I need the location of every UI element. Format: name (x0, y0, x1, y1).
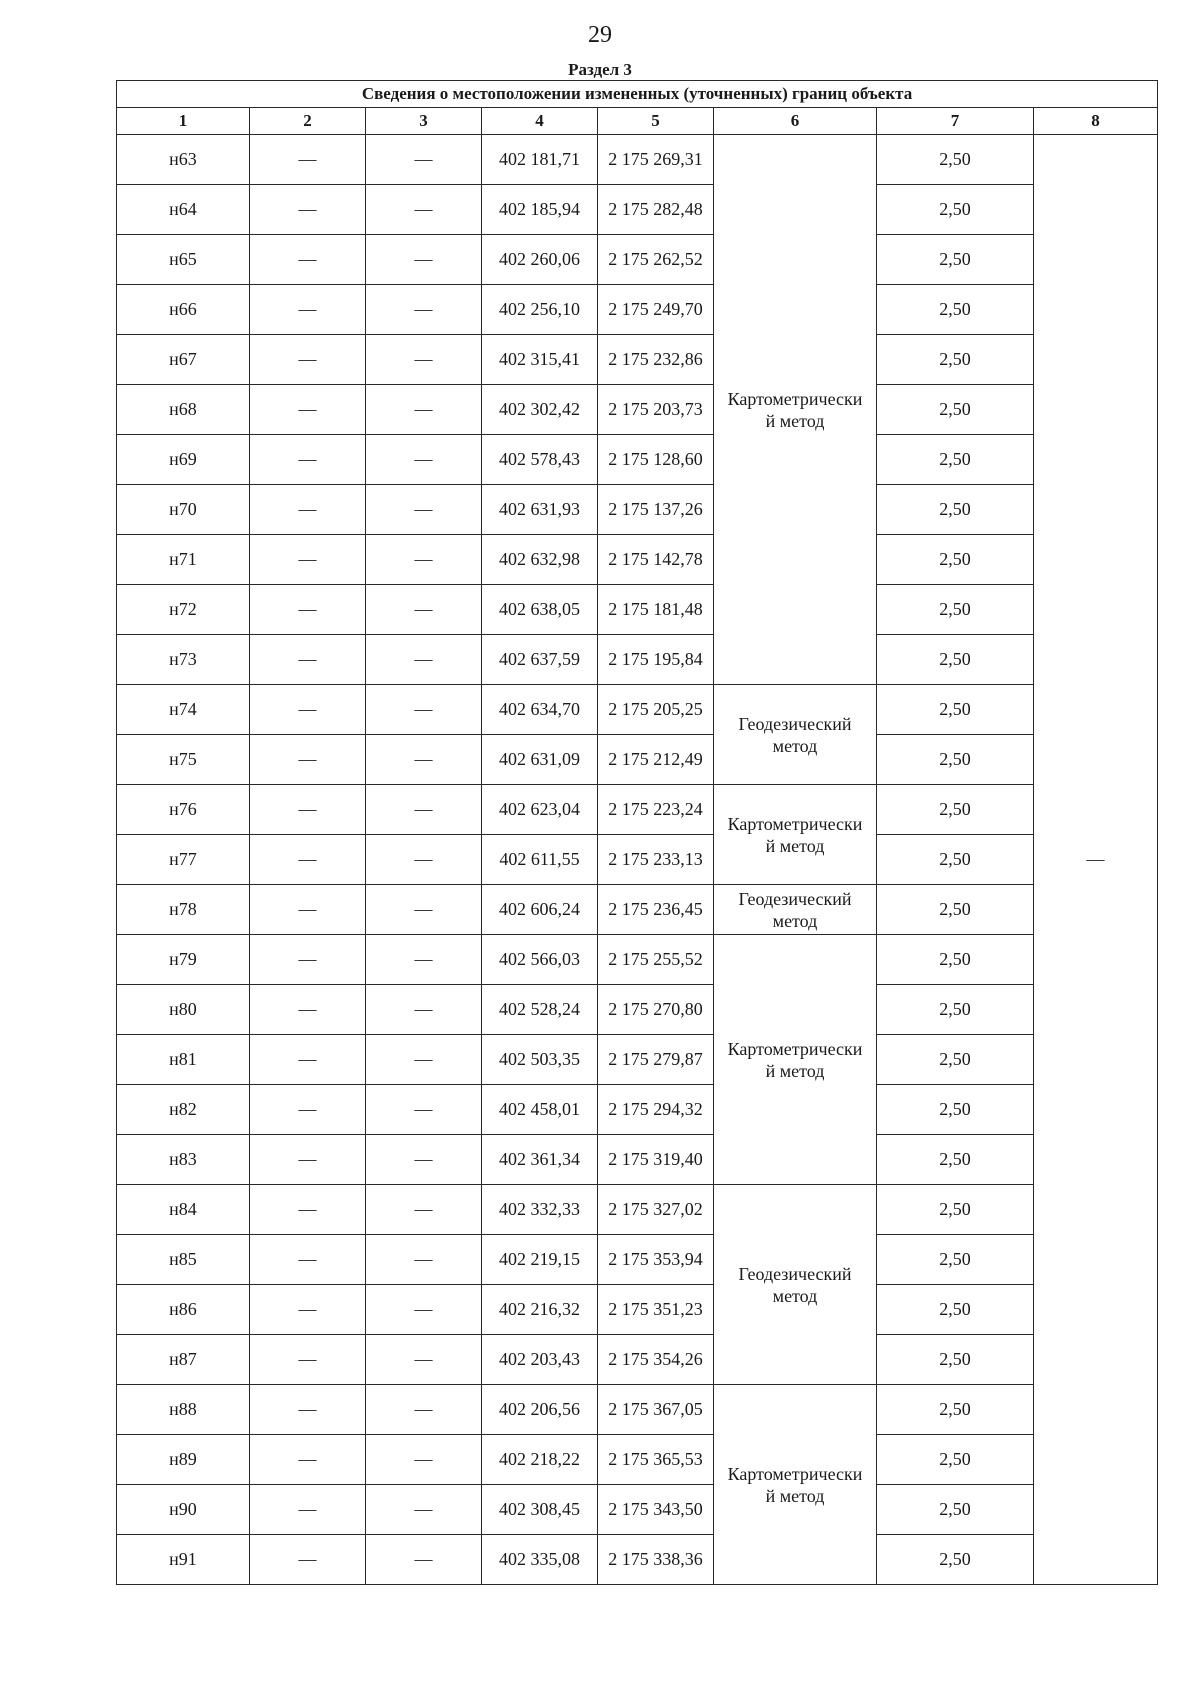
table-row (117, 835, 1158, 885)
x-coordinate: 402 631,09 (482, 735, 598, 785)
column-7-value: 2,50 (877, 285, 1034, 335)
x-coordinate: 402 458,01 (482, 1085, 598, 1135)
point-name: н73 (117, 635, 250, 685)
column-7-value: 2,50 (877, 885, 1034, 935)
x-coordinate: 402 578,43 (482, 435, 598, 485)
y-coordinate: 2 175 270,80 (598, 985, 714, 1035)
y-coordinate: 2 175 223,24 (598, 785, 714, 835)
column-7-value: 2,50 (877, 835, 1034, 885)
column-3-value: — (366, 385, 482, 435)
point-name: н72 (117, 585, 250, 635)
y-coordinate: 2 175 142,78 (598, 535, 714, 585)
column-2-value: — (250, 235, 366, 285)
method-line-2: метод (772, 910, 818, 931)
column-2-value: — (250, 1235, 366, 1285)
column-number-6: 6 (714, 108, 877, 135)
table-title-row (117, 81, 1158, 108)
y-coordinate: 2 175 236,45 (598, 885, 714, 935)
x-coordinate: 402 606,24 (482, 885, 598, 935)
x-coordinate: 402 361,34 (482, 1135, 598, 1185)
column-2-value: — (250, 885, 366, 935)
point-name: н86 (117, 1285, 250, 1335)
y-coordinate: 2 175 343,50 (598, 1485, 714, 1535)
point-name: н65 (117, 235, 250, 285)
column-7-value: 2,50 (877, 1285, 1034, 1335)
column-3-value: — (366, 785, 482, 835)
table-row (117, 1435, 1158, 1485)
point-name: н88 (117, 1385, 250, 1435)
method-line-1: Геодезический (738, 1263, 852, 1284)
y-coordinate: 2 175 354,26 (598, 1335, 714, 1385)
table-row (117, 1485, 1158, 1535)
page-number: 29 (588, 22, 612, 48)
y-coordinate: 2 175 353,94 (598, 1235, 714, 1285)
column-3-value: — (366, 135, 482, 185)
table-row (117, 785, 1158, 835)
x-coordinate: 402 181,71 (482, 135, 598, 185)
table-row (117, 735, 1158, 785)
column-3-value: — (366, 635, 482, 685)
column-2-value: — (250, 1285, 366, 1335)
y-coordinate: 2 175 367,05 (598, 1385, 714, 1435)
column-number-1: 1 (117, 108, 250, 135)
table-row (117, 585, 1158, 635)
x-coordinate: 402 219,15 (482, 1235, 598, 1285)
y-coordinate: 2 175 269,31 (598, 135, 714, 185)
point-name: н82 (117, 1085, 250, 1135)
table-row (117, 435, 1158, 485)
method-line-1: Картометрически (727, 813, 863, 834)
column-3-value: — (366, 1485, 482, 1535)
column-7-value: 2,50 (877, 935, 1034, 985)
point-name: н68 (117, 385, 250, 435)
method-line-1: Геодезический (738, 888, 852, 909)
table-row (117, 135, 1158, 185)
method-cell (714, 885, 877, 935)
point-name: н84 (117, 1185, 250, 1235)
column-3-value: — (366, 885, 482, 935)
point-name: н67 (117, 335, 250, 385)
column-2-value: — (250, 1485, 366, 1535)
column-7-value: 2,50 (877, 535, 1034, 585)
y-coordinate: 2 175 255,52 (598, 935, 714, 985)
x-coordinate: 402 503,35 (482, 1035, 598, 1085)
method-line-1: Картометрически (727, 1463, 863, 1484)
point-name: н66 (117, 285, 250, 335)
column-3-value: — (366, 1385, 482, 1435)
table-row (117, 1535, 1158, 1585)
table-row (117, 635, 1158, 685)
column-number-row (117, 108, 1158, 135)
column-7-value: 2,50 (877, 385, 1034, 435)
point-name: н71 (117, 535, 250, 585)
table-row (117, 235, 1158, 285)
table-row (117, 1385, 1158, 1435)
point-name: н89 (117, 1435, 250, 1485)
y-coordinate: 2 175 351,23 (598, 1285, 714, 1335)
x-coordinate: 402 634,70 (482, 685, 598, 735)
column-3-value: — (366, 235, 482, 285)
column-7-value: 2,50 (877, 435, 1034, 485)
point-name: н69 (117, 435, 250, 485)
table-title: Сведения о местоположении измененных (уточненных) границ объекта (117, 81, 1158, 108)
column-2-value: — (250, 585, 366, 635)
method-cell (714, 785, 877, 885)
y-coordinate: 2 175 327,02 (598, 1185, 714, 1235)
column-7-value: 2,50 (877, 1185, 1034, 1235)
column-7-value: 2,50 (877, 585, 1034, 635)
x-coordinate: 402 611,55 (482, 835, 598, 885)
method-cell (714, 935, 877, 1185)
column-3-value: — (366, 1235, 482, 1285)
column-number-2: 2 (250, 108, 366, 135)
y-coordinate: 2 175 195,84 (598, 635, 714, 685)
table-row (117, 185, 1158, 235)
column-2-value: — (250, 985, 366, 1035)
column-3-value: — (366, 1535, 482, 1585)
column-7-value: 2,50 (877, 1235, 1034, 1285)
column-3-value: — (366, 335, 482, 385)
table-row (117, 935, 1158, 985)
point-name: н74 (117, 685, 250, 735)
point-name: н90 (117, 1485, 250, 1535)
column-2-value: — (250, 735, 366, 785)
method-line-2: й метод (765, 1485, 825, 1506)
column-2-value: — (250, 1335, 366, 1385)
x-coordinate: 402 315,41 (482, 335, 598, 385)
boundary-coordinates-table (116, 80, 1158, 1585)
table-row (117, 885, 1158, 935)
point-name: н79 (117, 935, 250, 985)
point-name: н64 (117, 185, 250, 235)
column-3-value: — (366, 485, 482, 535)
point-name: н78 (117, 885, 250, 935)
column-7-value: 2,50 (877, 485, 1034, 535)
y-coordinate: 2 175 338,36 (598, 1535, 714, 1585)
y-coordinate: 2 175 233,13 (598, 835, 714, 885)
column-7-value: 2,50 (877, 735, 1034, 785)
column-7-value: 2,50 (877, 135, 1034, 185)
x-coordinate: 402 335,08 (482, 1535, 598, 1585)
column-2-value: — (250, 485, 366, 535)
method-line-2: й метод (765, 1060, 825, 1081)
column-7-value: 2,50 (877, 785, 1034, 835)
table-row (117, 335, 1158, 385)
x-coordinate: 402 216,32 (482, 1285, 598, 1335)
column-2-value: — (250, 1435, 366, 1485)
column-2-value: — (250, 1535, 366, 1585)
column-7-value: 2,50 (877, 1485, 1034, 1535)
y-coordinate: 2 175 282,48 (598, 185, 714, 235)
column-7-value: 2,50 (877, 335, 1034, 385)
column-2-value: — (250, 535, 366, 585)
column-3-value: — (366, 1185, 482, 1235)
method-line-1: Картометрически (727, 1038, 863, 1059)
column-2-value: — (250, 335, 366, 385)
point-name: н70 (117, 485, 250, 535)
y-coordinate: 2 175 232,86 (598, 335, 714, 385)
y-coordinate: 2 175 203,73 (598, 385, 714, 435)
column-3-value: — (366, 1135, 482, 1185)
column-2-value: — (250, 285, 366, 335)
table-row (117, 985, 1158, 1035)
x-coordinate: 402 631,93 (482, 485, 598, 535)
x-coordinate: 402 638,05 (482, 585, 598, 635)
point-name: н63 (117, 135, 250, 185)
column-7-value: 2,50 (877, 1435, 1034, 1485)
point-name: н76 (117, 785, 250, 835)
column-2-value: — (250, 835, 366, 885)
x-coordinate: 402 260,06 (482, 235, 598, 285)
point-name: н75 (117, 735, 250, 785)
column-3-value: — (366, 1085, 482, 1135)
x-coordinate: 402 218,22 (482, 1435, 598, 1485)
section-title: Раздел 3 (568, 60, 632, 79)
method-line-2: метод (772, 1285, 818, 1306)
table-row (117, 385, 1158, 435)
point-name: н87 (117, 1335, 250, 1385)
column-3-value: — (366, 185, 482, 235)
method-line-1: Картометрически (727, 388, 863, 409)
table-row (117, 1135, 1158, 1185)
column-2-value: — (250, 685, 366, 735)
x-coordinate: 402 637,59 (482, 635, 598, 685)
table-row (117, 1085, 1158, 1135)
column-number-8: 8 (1034, 108, 1158, 135)
column-2-value: — (250, 135, 366, 185)
column-2-value: — (250, 385, 366, 435)
column-8-value: — (1034, 135, 1158, 1585)
column-3-value: — (366, 835, 482, 885)
column-7-value: 2,50 (877, 985, 1034, 1035)
column-2-value: — (250, 1135, 366, 1185)
column-7-value: 2,50 (877, 685, 1034, 735)
method-cell (714, 1185, 877, 1385)
column-7-value: 2,50 (877, 1335, 1034, 1385)
column-7-value: 2,50 (877, 1085, 1034, 1135)
table-row (117, 485, 1158, 535)
column-number-3: 3 (366, 108, 482, 135)
y-coordinate: 2 175 319,40 (598, 1135, 714, 1185)
y-coordinate: 2 175 205,25 (598, 685, 714, 735)
column-2-value: — (250, 1385, 366, 1435)
point-name: н81 (117, 1035, 250, 1085)
table-row (117, 1185, 1158, 1235)
column-3-value: — (366, 1035, 482, 1085)
method-cell (714, 1385, 877, 1585)
x-coordinate: 402 206,56 (482, 1385, 598, 1435)
column-3-value: — (366, 585, 482, 635)
x-coordinate: 402 332,33 (482, 1185, 598, 1235)
column-2-value: — (250, 1035, 366, 1085)
x-coordinate: 402 256,10 (482, 285, 598, 335)
method-line-2: й метод (765, 410, 825, 431)
x-coordinate: 402 308,45 (482, 1485, 598, 1535)
method-cell (714, 685, 877, 785)
column-7-value: 2,50 (877, 635, 1034, 685)
method-line-2: метод (772, 735, 818, 756)
table-row (117, 1285, 1158, 1335)
column-2-value: — (250, 635, 366, 685)
point-name: н77 (117, 835, 250, 885)
point-name: н85 (117, 1235, 250, 1285)
y-coordinate: 2 175 128,60 (598, 435, 714, 485)
column-number-4: 4 (482, 108, 598, 135)
method-line-2: й метод (765, 835, 825, 856)
column-7-value: 2,50 (877, 1535, 1034, 1585)
column-2-value: — (250, 1185, 366, 1235)
y-coordinate: 2 175 365,53 (598, 1435, 714, 1485)
y-coordinate: 2 175 212,49 (598, 735, 714, 785)
method-cell (714, 135, 877, 685)
column-7-value: 2,50 (877, 185, 1034, 235)
column-number-5: 5 (598, 108, 714, 135)
column-3-value: — (366, 1435, 482, 1485)
column-7-value: 2,50 (877, 235, 1034, 285)
x-coordinate: 402 566,03 (482, 935, 598, 985)
point-name: н91 (117, 1535, 250, 1585)
table-row (117, 535, 1158, 585)
point-name: н83 (117, 1135, 250, 1185)
x-coordinate: 402 632,98 (482, 535, 598, 585)
column-number-7: 7 (877, 108, 1034, 135)
column-2-value: — (250, 1085, 366, 1135)
table-row (117, 1335, 1158, 1385)
column-3-value: — (366, 285, 482, 335)
column-2-value: — (250, 785, 366, 835)
column-3-value: — (366, 685, 482, 735)
x-coordinate: 402 528,24 (482, 985, 598, 1035)
table-row (117, 685, 1158, 735)
column-3-value: — (366, 1335, 482, 1385)
column-3-value: — (366, 985, 482, 1035)
x-coordinate: 402 203,43 (482, 1335, 598, 1385)
column-3-value: — (366, 535, 482, 585)
x-coordinate: 402 185,94 (482, 185, 598, 235)
column-3-value: — (366, 935, 482, 985)
x-coordinate: 402 623,04 (482, 785, 598, 835)
column-3-value: — (366, 735, 482, 785)
y-coordinate: 2 175 279,87 (598, 1035, 714, 1085)
table-row (117, 1035, 1158, 1085)
point-name: н80 (117, 985, 250, 1035)
y-coordinate: 2 175 262,52 (598, 235, 714, 285)
column-2-value: — (250, 435, 366, 485)
y-coordinate: 2 175 249,70 (598, 285, 714, 335)
y-coordinate: 2 175 181,48 (598, 585, 714, 635)
column-2-value: — (250, 185, 366, 235)
table-row (117, 1235, 1158, 1285)
column-3-value: — (366, 1285, 482, 1335)
column-3-value: — (366, 435, 482, 485)
y-coordinate: 2 175 294,32 (598, 1085, 714, 1135)
method-line-1: Геодезический (738, 713, 852, 734)
x-coordinate: 402 302,42 (482, 385, 598, 435)
column-2-value: — (250, 935, 366, 985)
y-coordinate: 2 175 137,26 (598, 485, 714, 535)
column-7-value: 2,50 (877, 1135, 1034, 1185)
column-7-value: 2,50 (877, 1035, 1034, 1085)
column-7-value: 2,50 (877, 1385, 1034, 1435)
table-row (117, 285, 1158, 335)
